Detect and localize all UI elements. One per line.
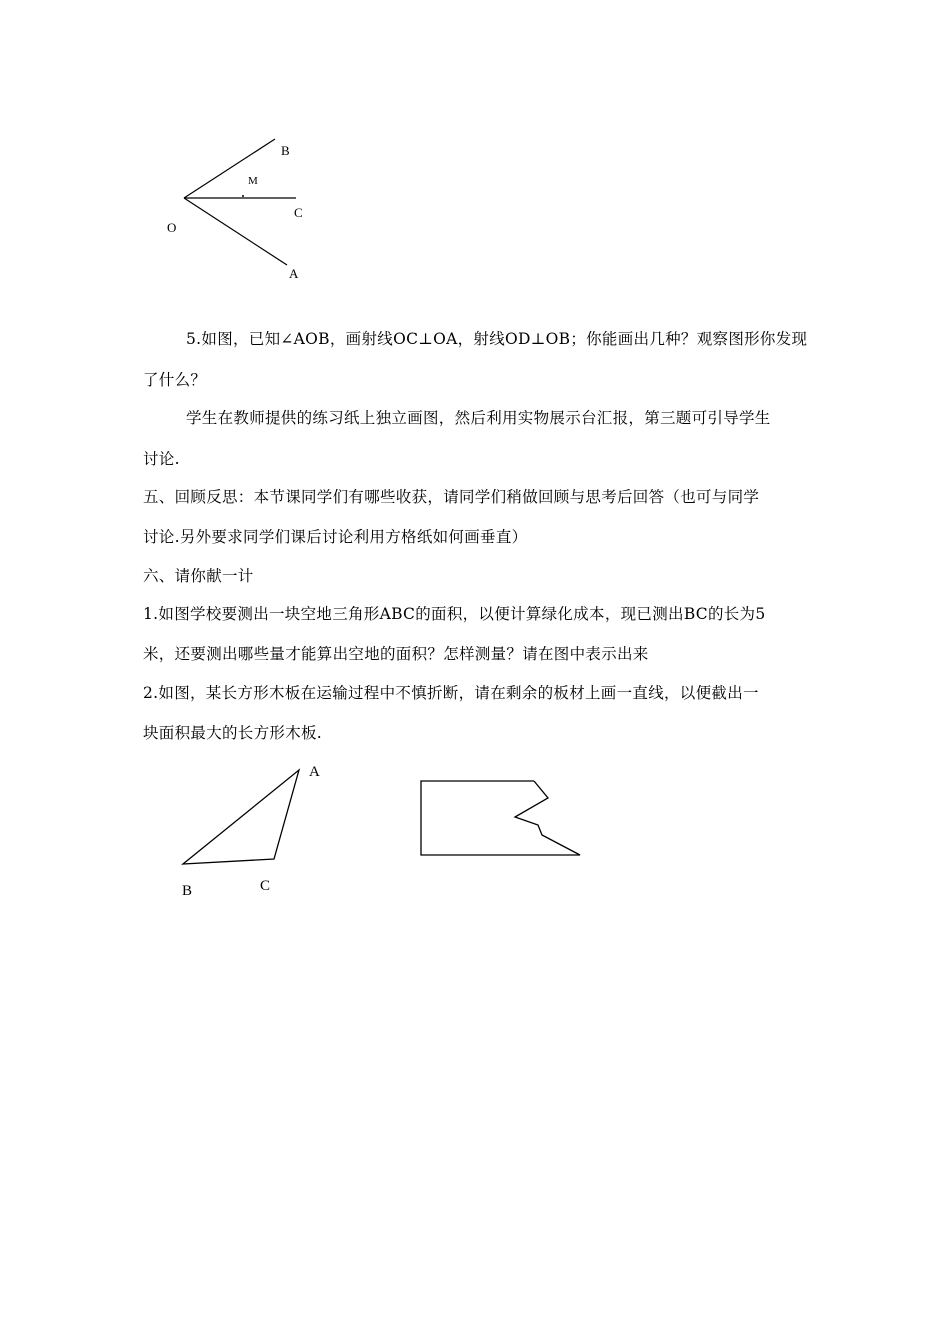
question-1-line-2: 米，还要测出哪些量才能算出空地的面积？怎样测量？请在图中表示出来 xyxy=(143,645,649,663)
activity-line-2: 讨论. xyxy=(143,450,180,468)
label-b: B xyxy=(281,143,290,158)
label-c: C xyxy=(294,205,303,220)
label-b: B xyxy=(182,883,193,899)
question-2-line-2: 块面积最大的长方形木板. xyxy=(143,724,323,742)
problem-5-line-2: 了什么？ xyxy=(143,371,207,389)
question-1-line-1: 1.如图学校要测出一块空地三角形ABC的面积，以便计算绿化成本，现已测出BC的长为5 xyxy=(143,605,766,623)
broken-board xyxy=(421,781,580,855)
section-6-heading: 六、请你献一计 xyxy=(143,567,254,585)
activity-line-1: 学生在教师提供的练习纸上独立画图，然后利用实物展示台汇报，第三题可引导学生 xyxy=(186,409,771,427)
question-2-line-1: 2.如图，某长方形木板在运输过程中不慎折断，请在剩余的板材上画一直线，以便截出一 xyxy=(143,684,759,702)
label-a: A xyxy=(309,764,320,780)
label-c: C xyxy=(260,878,271,894)
section-5-line-1: 五、回顾反思：本节课同学们有哪些收获，请同学们稍做回顾与思考后回答（也可与同学 xyxy=(143,488,760,506)
triangle-abc xyxy=(183,770,299,864)
label-m: M xyxy=(248,175,258,187)
label-o: O xyxy=(167,220,177,235)
label-a: A xyxy=(289,266,299,281)
problem-5-line-1: 5.如图，已知∠AOB，画射线OC⊥OA，射线OD⊥OB；你能画出几种？观察图形你发现 xyxy=(186,330,808,348)
section-5-line-2: 讨论.另外要求同学们课后讨论利用方格纸如何画垂直） xyxy=(143,528,528,546)
